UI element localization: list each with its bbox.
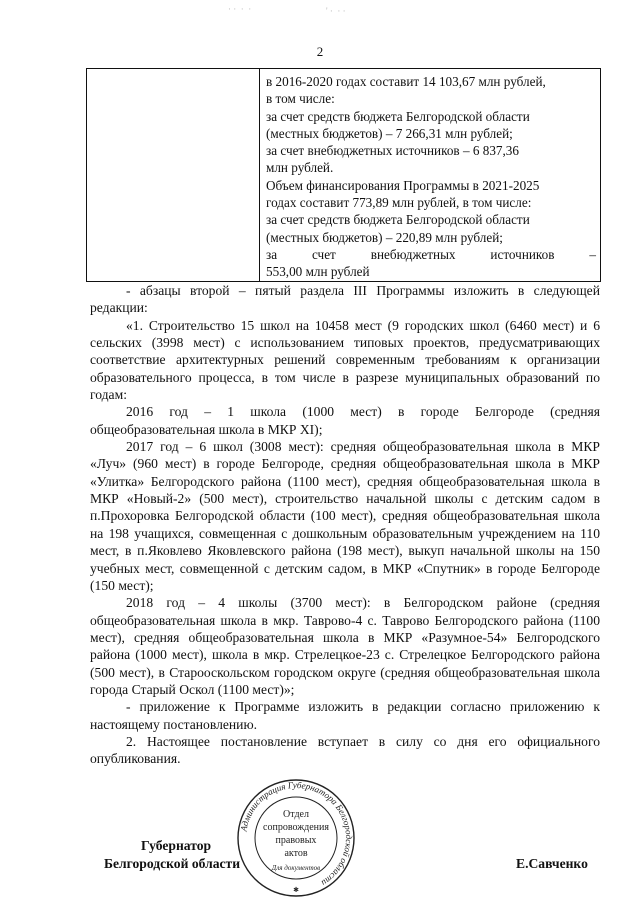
- page-number: 2: [316, 44, 324, 59]
- scan-artifact-marks: ' · · ·: [326, 6, 346, 16]
- signature-title-line2: Белгородской области: [104, 856, 241, 871]
- scan-artifact-marks: · · · ·: [228, 4, 252, 14]
- table-right-cell: [260, 69, 601, 282]
- paragraph: 2. Настоящее постановление вступает в силу со дня его официального опубликования.: [90, 733, 600, 767]
- official-stamp: [232, 778, 360, 898]
- table-line: млн рублей.: [266, 160, 334, 176]
- table-line: в 2016-2020 годах составит 14 103,67 млн рублей,: [266, 74, 546, 89]
- table-line: (местных бюджетов) – 7 266,31 млн рублей;: [266, 125, 513, 141]
- table-line: (местных бюджетов) – 220,89 млн рублей;: [266, 229, 503, 245]
- paragraph: 2016 год – 1 школа (1000 мест) в городе Белгороде (средняя общеобразовательная школа в МКР XI);: [90, 404, 600, 437]
- table-line: за счет средств бюджета Белгородской области: [266, 108, 530, 124]
- stamp-line: сопровождения: [263, 822, 329, 833]
- stamp-line: Отдел: [283, 809, 309, 820]
- table-line: за счет внебюджетных источников – 6 837,36: [266, 143, 519, 159]
- stamp-bottom-text: Для документов: [271, 864, 321, 872]
- paragraph: 2017 год – 6 школ (3008 мест): средняя общеобразовательная школа в МКР «Луч» (960 мест) в городе Белгороде, средняя общеобразовательная школа в МКР «Улитка» Белгородского района (1100 мест), средняя общеобразовательная школа в МКР «Новый-2» (500 мест), строительство начальной школы с детским садом в п.Прохоровка Белгородской области (100 мест), средняя общеобразовательная школа на 198 учащихся, совмещенная с дошкольным образовательным учреждением на 110 мест, в п.Яковлево Яковлевского района (198 мест), выкуп начальной школы на 150 учебных мест, совмещенной с детским садом, в МКР «Спутник» в городе Белгороде (150 мест);: [90, 439, 600, 593]
- table-line: годах составит 773,89 млн рублей, в том числе:: [266, 195, 532, 211]
- table-line: за счет внебюджетных источников –: [266, 246, 596, 262]
- paragraph: - приложение к Программе изложить в редакции согласно приложению к настоящему постановлению.: [90, 699, 600, 732]
- table-line: Объем финансирования Программы в 2021-2025: [266, 177, 540, 193]
- stamp-line: правовых: [275, 835, 317, 846]
- table-line: 553,00 млн рублей: [266, 264, 370, 280]
- financing-table: [86, 68, 601, 282]
- paragraph: «1. Строительство 15 школ на 10458 мест (9 городских школ (6460 мест) и 6 сельских (3998 мест) с использованием типовых проектов, предусматривающих соответствие архитектурных решений современным требованиям к организации образовательного процесса, в том числе в разрезе муниципальных образований по годам:: [90, 317, 600, 403]
- table-left-cell: [87, 69, 260, 282]
- stamp-ring-text: Администрация Губернатора Белгородской области: [238, 779, 355, 889]
- document-body: [90, 282, 600, 768]
- table-line: в том числе:: [266, 91, 335, 107]
- signature-title-line1: Губернатор: [141, 838, 212, 853]
- table-line: за счет средств бюджета Белгородской области: [266, 212, 530, 228]
- stamp-line: актов: [284, 848, 308, 859]
- paragraph: - абзацы второй – пятый раздела III Программы изложить в следующей редакции:: [90, 283, 600, 316]
- stamp-star-icon: ✱: [293, 886, 299, 894]
- signature-name: Е.Савченко: [516, 856, 588, 871]
- paragraph: 2018 год – 4 школы (3700 мест): в Белгородском районе (средняя общеобразовательная школа в мкр. Таврово-4 с. Таврово Белгородского района (1100 мест), средняя общеобразовательная школа в МКР «Разумное-54» Белгородского района (1000 мест), школа в мкр. Стрелецкое-23 с. Стрелецкое Белгородского района (500 мест), в Старооскольском городском округе (средняя общеобразовательная школа города Старый Оскол (1100 мест)»;: [90, 595, 600, 697]
